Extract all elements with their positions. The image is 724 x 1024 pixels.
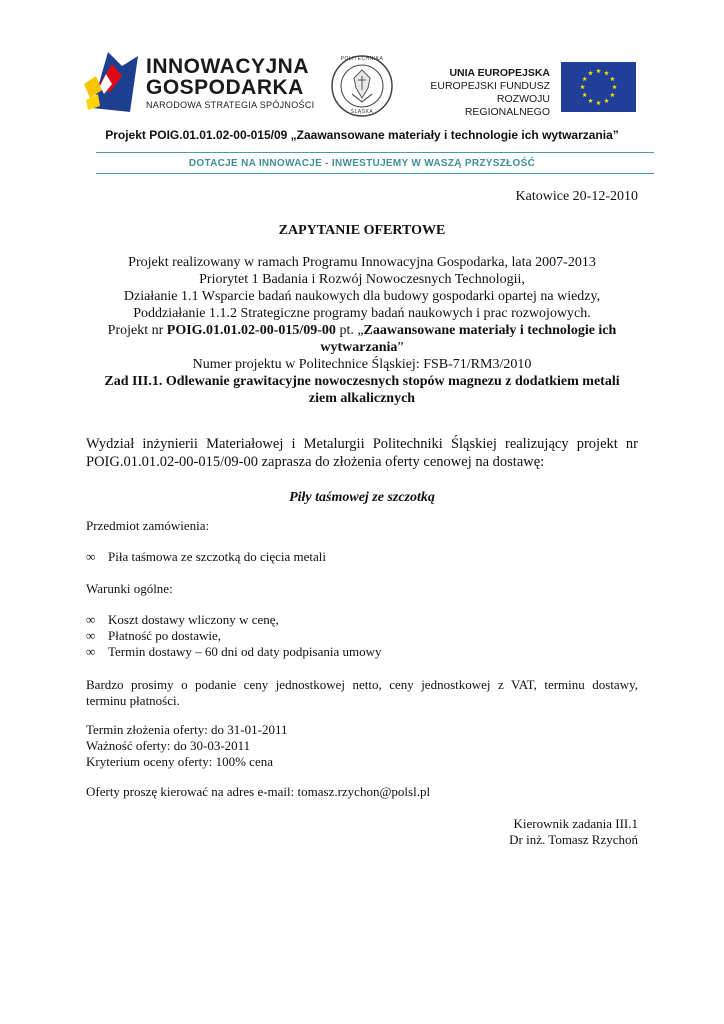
email-line: Oferty proszę kierować na adres e-mail: tomasz.rzychon@polsl.pl (86, 784, 431, 799)
project-name-line2: wytwarzania (320, 340, 398, 355)
ig-subtitle: NARODOWA STRATEGIA SPÓJNOŚCI (146, 100, 315, 110)
politechnika-seal-logo (330, 54, 394, 118)
warunki-item-1: Koszt dostawy wliczony w cenę, (108, 612, 279, 627)
project-name-line1: Zaawansowane materiały i technologie ich (363, 323, 617, 338)
subject: Piły taśmowej ze szczotką (289, 490, 435, 505)
termin-zlozenia: Termin złożenia oferty: do 31-01-2011 (86, 722, 288, 737)
bullet-icon: ∞ (86, 549, 96, 564)
document-title: ZAPYTANIE OFERTOWE (278, 223, 446, 238)
document-date: Katowice 20-12-2010 (515, 189, 638, 204)
eu-line1: UNIA EUROPEJSKA (449, 67, 550, 79)
prosimy-line-1: Bardzo prosimy o podanie ceny jednostkowej netto, ceny jednostkowej z VAT, terminu dostawy, (86, 677, 638, 692)
ig-title-line1: INNOWACYJNA (146, 55, 310, 78)
signature-role: Kierownik zadania III.1 (513, 816, 638, 831)
intro-line-3: Działanie 1.1 Wsparcie badań naukowych dla budowy gospodarki opartej na wiedzy, (123, 289, 601, 304)
przedmiot-item-1: Piła taśmowa ze szczotką do cięcia metali (108, 549, 327, 564)
zad-line-1: Zad III.1. Odlewanie grawitacyjne nowoczesnych stopów magnezu z dodatkiem metali (104, 374, 620, 389)
seal-bottom-text: ŚLĄSKA (350, 109, 374, 115)
eu-line3: ROZWOJU REGIONALNEGO (464, 93, 550, 118)
intro-line-2: Priorytet 1 Badania i Rozwój Nowoczesnych Technologii, (199, 272, 525, 287)
innowacyjna-gospodarka-logo (82, 46, 317, 118)
warunki-item-2: Płatność po dostawie, (108, 628, 222, 643)
project-header-line: Projekt POIG.01.01.02-00-015/09 „Zaawansowane materiały i technologie ich wytwarzania” (105, 128, 619, 142)
project-nr-number: POIG.01.01.02-00-015/09-00 (166, 323, 336, 338)
project-nr-prefix: Projekt nr (107, 323, 167, 338)
warunki-label: Warunki ogólne: (86, 581, 173, 596)
intro-line-4: Poddziałanie 1.1.2 Strategiczne programy badań naukowych i prac rozwojowych. (133, 306, 591, 321)
header-rule-bottom (96, 173, 654, 174)
project-name-line (86, 339, 638, 356)
paragraph-line-1: Wydział inżynierii Materiałowej i Metalurgii Politechniki Śląskiej realizujący projekt nr (86, 436, 638, 452)
prosimy-line-2: terminu płatności. (86, 693, 180, 708)
signature-name: Dr inż. Tomasz Rzychoń (509, 832, 638, 847)
tagline: DOTACJE NA INNOWACJE - INWESTUJEMY W WASZĄ PRZYSZŁOŚĆ (188, 158, 536, 169)
bullet-icon: ∞ (86, 628, 96, 643)
eu-fund-text (420, 67, 550, 119)
intro-line-1: Projekt realizowany w ramach Programu Innowacyjna Gospodarka, lata 2007-2013 (128, 255, 596, 270)
eu-flag-icon (561, 62, 636, 112)
waznosc-oferty: Ważność oferty: do 30-03-2011 (86, 738, 251, 753)
kryterium-oceny: Kryterium oceny oferty: 100% cena (86, 754, 273, 769)
header-rule-top (96, 152, 654, 153)
seal-top-text: POLITECHNIKA (340, 56, 384, 62)
ig-emblem-icon (82, 46, 144, 118)
project-name-close: ” (397, 340, 404, 355)
zad-line-2: ziem alkalicznych (308, 391, 416, 406)
numer-projektu: Numer projektu w Politechnice Śląskiej: FSB-71/RM3/2010 (192, 357, 532, 372)
ig-title-line2: GOSPODARKA (146, 76, 304, 99)
project-number-line (86, 322, 638, 339)
project-nr-mid: pt. „ (335, 323, 364, 338)
warunki-item-3: Termin dostawy – 60 dni od daty podpisania umowy (108, 644, 382, 659)
eu-line2: EUROPEJSKI FUNDUSZ (430, 80, 550, 92)
przedmiot-label: Przedmiot zamówienia: (86, 518, 210, 533)
eu-flag-logo (561, 62, 636, 112)
bullet-icon: ∞ (86, 612, 96, 627)
bullet-icon: ∞ (86, 644, 96, 659)
paragraph-line-2: POIG.01.01.02-00-015/09-00 zaprasza do złożenia oferty cenowej na dostawę: (86, 454, 545, 470)
